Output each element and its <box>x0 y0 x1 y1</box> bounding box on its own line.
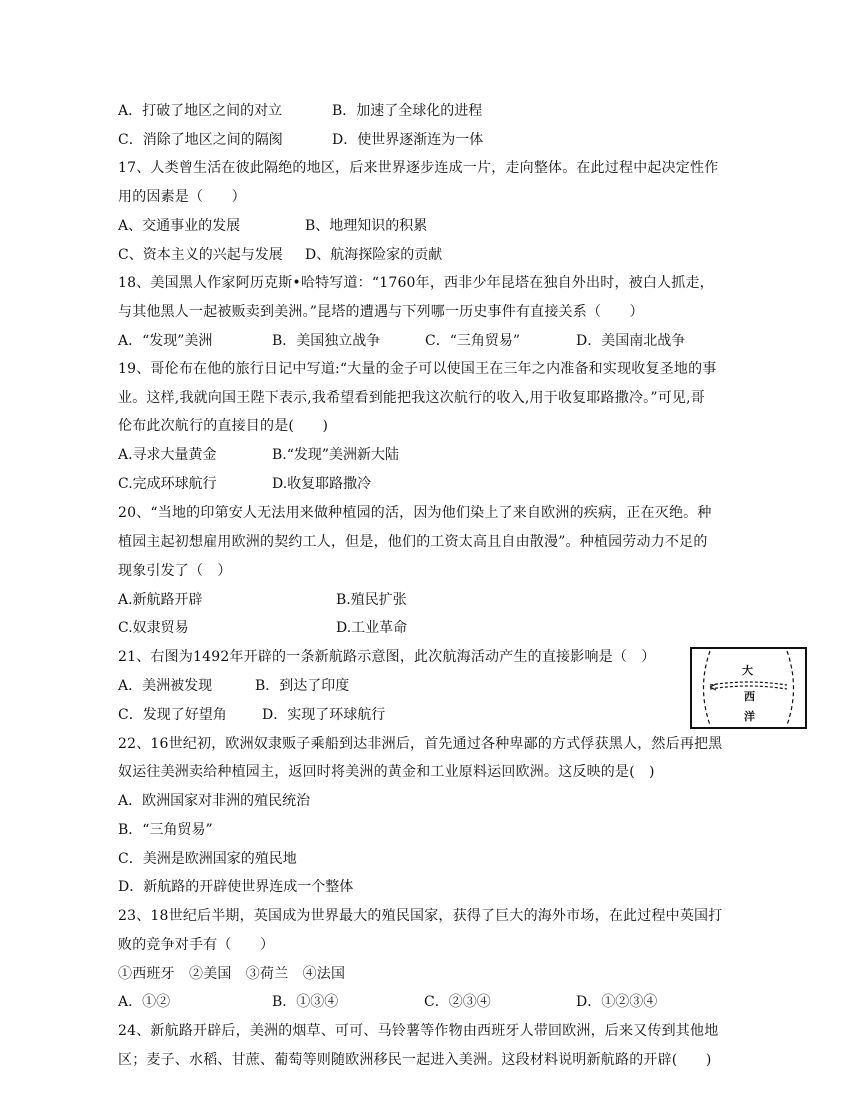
q19-option-d: D.收复耶路撒冷 <box>272 476 372 492</box>
q19-option-a: A.寻求大量黄金 <box>118 447 217 463</box>
q19-stem-line2: 业。这样,我就向国王陛下表示,我希望看到能把我这次航行的收入,用于收复耶路撒冷。”可见,哥 <box>118 390 705 406</box>
q17-stem-line2: 用的因素是（ ） <box>118 189 246 205</box>
q18-stem-line1: 18、美国黑人作家阿历克斯•哈特写道：“1760年，西非少年昆塔在独自外出时，被白人抓走， <box>118 275 714 291</box>
q17-option-d: D、航海探险家的贡献 <box>305 247 443 263</box>
q18-stem-line2: 与其他黑人一起被贩卖到美洲。”昆塔的遭遇与下列哪一历史事件有直接关系（ ） <box>118 304 644 320</box>
q21-option-a: A．美洲被发现 <box>118 678 213 694</box>
q24-stem-line1: 24、新航路开辟后，美洲的烟草、可可、马铃薯等作物由西班牙人带回欧洲，后来又传到其他地 <box>118 1023 719 1039</box>
map-label-char3: 洋 <box>744 710 755 723</box>
q22-option-d: D．新航路的开辟使世界连成一个整体 <box>118 879 354 895</box>
q19-option-c: C.完成环球航行 <box>118 476 217 492</box>
map-label-char1: 大 <box>742 664 753 677</box>
q19-option-b: B.“发现”美洲新大陆 <box>272 447 400 463</box>
q22-option-a: A．欧洲国家对非洲的殖民统治 <box>118 793 311 809</box>
q22-option-b: B．“三角贸易” <box>118 822 213 838</box>
q23-option-a: A．①② <box>118 994 171 1010</box>
q18-option-d: D．美国南北战争 <box>576 333 686 349</box>
q23-stem-line2: 败的竞争对手有（ ） <box>118 937 275 953</box>
q21-option-d: D．实现了环球航行 <box>262 707 386 723</box>
q23-option-b: B．①③④ <box>272 994 339 1010</box>
route-map-figure <box>690 647 807 729</box>
q21-option-c: C．发现了好望角 <box>118 707 227 723</box>
q16-option-d: D．使世界逐渐连为一体 <box>332 132 484 148</box>
q21-option-b: B．到达了印度 <box>255 678 350 694</box>
q20-stem-line3: 现象引发了（ ） <box>118 563 232 579</box>
map-label-char2: 西 <box>744 690 755 703</box>
q18-option-b: B．美国独立战争 <box>272 333 381 349</box>
q20-option-c: C.奴隶贸易 <box>118 620 189 636</box>
q18-option-a: A．“发现”美洲 <box>118 333 213 349</box>
q18-option-c: C．“三角贸易” <box>425 333 521 349</box>
q16-option-c: C．消除了地区之间的隔阂 <box>118 132 283 148</box>
q19-stem-line3: 伦布此次航行的直接目的是( ) <box>118 418 329 434</box>
q16-option-b: B．加速了全球化的进程 <box>332 103 483 119</box>
q23-option-c: C．②③④ <box>424 994 491 1010</box>
q17-option-b: B、地理知识的积累 <box>305 218 428 234</box>
q20-option-b: B.殖民扩张 <box>336 592 407 608</box>
q23-stem-line3: ①西班牙 ②美国 ③荷兰 ④法国 <box>118 966 346 982</box>
q20-stem-line2: 植园主起初想雇用欧洲的契约工人，但是，他们的工资太高且自由散漫”。种植园劳动力不足的 <box>118 534 708 550</box>
q20-stem-line1: 20、“当地的印第安人无法用来做种植园的活，因为他们染上了来自欧洲的疾病，正在灭绝。种 <box>118 505 712 521</box>
q23-option-d: D．①②③④ <box>576 994 658 1010</box>
q22-stem-line2: 奴运往美洲卖给种植园主，返回时将美洲的黄金和工业原料运回欧洲。这反映的是( ) <box>118 764 655 780</box>
q22-option-c: C．美洲是欧洲国家的殖民地 <box>118 851 297 867</box>
q23-stem-line1: 23、18世纪后半期，英国成为世界最大的殖民国家，获得了巨大的海外市场，在此过程中英国打 <box>118 908 723 924</box>
q20-option-d: D.工业革命 <box>336 620 408 636</box>
q16-option-a: A．打破了地区之间的对立 <box>118 103 283 119</box>
q17-stem-line1: 17、人类曾生活在彼此隔绝的地区，后来世界逐步连成一片，走向整体。在此过程中起决定性作 <box>118 160 719 176</box>
q17-option-c: C、资本主义的兴起与发展 <box>118 247 283 263</box>
q19-stem-line1: 19、哥伦布在他的旅行日记中写道:“大量的金子可以使国王在三年之内准备和实现收复圣地的事 <box>118 361 717 377</box>
q24-stem-line2: 区；麦子、水稻、甘蔗、葡萄等则随欧洲移民一起进入美洲。这段材料说明新航路的开辟( ) <box>118 1052 712 1068</box>
q21-stem-line1: 21、右图为1492年开辟的一条新航路示意图，此次航海活动产生的直接影响是（ ） <box>118 649 656 665</box>
q22-stem-line1: 22、16世纪初，欧洲奴隶贩子乘船到达非洲后，首先通过各种卑鄙的方式俘获黑人，然后再把黑 <box>118 736 723 752</box>
q17-option-a: A、交通事业的发展 <box>118 218 241 234</box>
q20-option-a: A.新航路开辟 <box>118 592 203 608</box>
